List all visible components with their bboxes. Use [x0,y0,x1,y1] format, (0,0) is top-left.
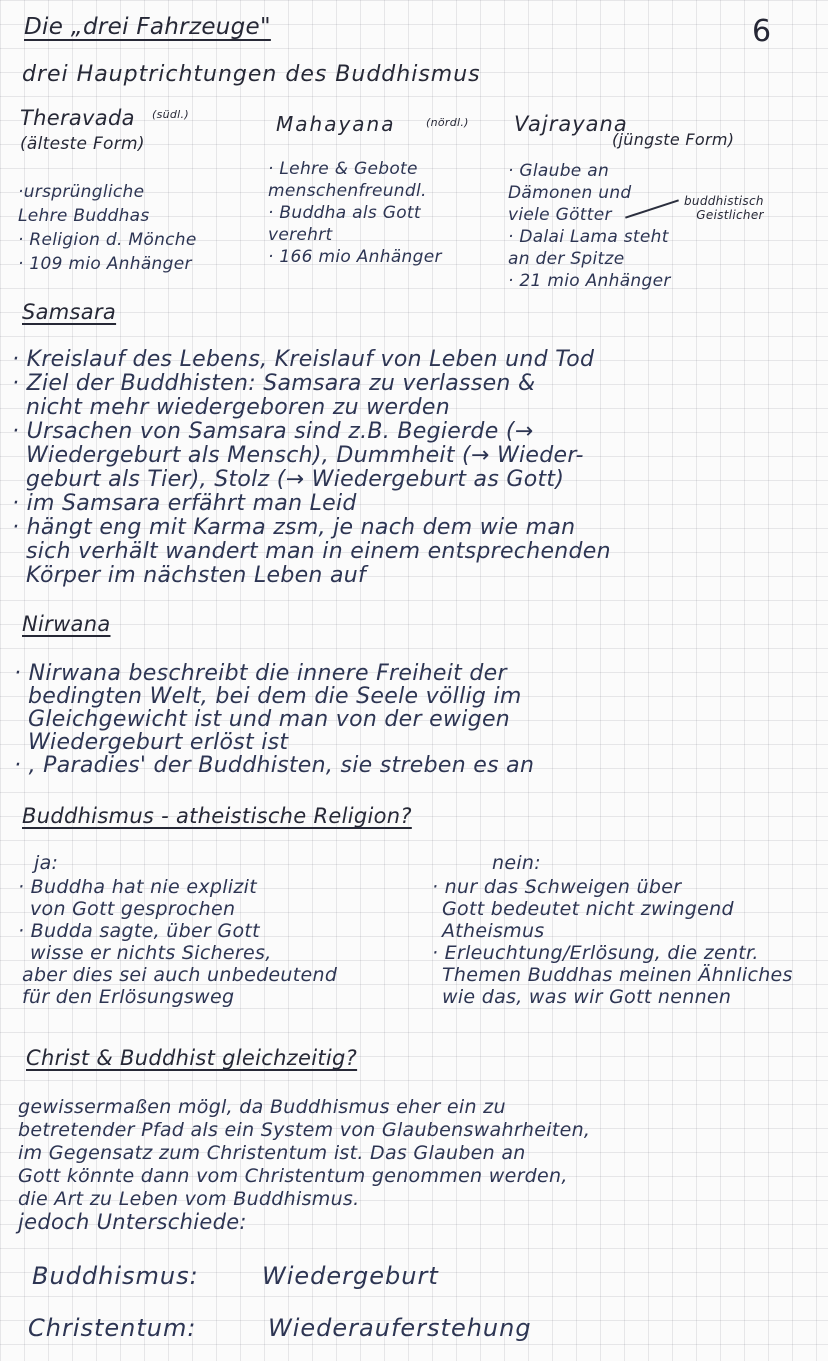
nirwana-heading: Nirwana [22,612,111,636]
vajrayana-item: Dämonen und [508,183,632,203]
samsara-line: · hängt eng mit Karma zsm, je nach dem wie man [12,515,576,540]
both-heading: Christ & Buddhist gleichzeitig? [26,1046,358,1070]
theravada-item: · 109 mio Anhänger [18,254,192,274]
vajrayana-list [508,160,671,292]
atheism-no-label: nein: [492,852,541,874]
atheism-no-list [432,876,793,1008]
nirwana-line: Wiedergeburt erlöst ist [28,730,289,755]
difference-christianity-label: Christentum: [28,1314,197,1342]
atheism-yes-label: ja: [34,852,59,874]
mahayana-item: menschenfreundl. [268,181,427,201]
atheism-heading: Buddhismus - atheistische Religion? [22,804,412,828]
no-line: wie das, was wir Gott nennen [442,986,732,1008]
vajrayana-item: · Dalai Lama steht [508,227,669,247]
samsara-text [12,348,611,588]
yes-line: wisse er nichts Sicheres, [30,942,272,964]
theravada-heading: Theravada [20,106,135,130]
page-number: 6 [752,14,772,49]
side-note-line: Geistlicher [696,208,764,222]
theravada-note: (südl.) [152,108,189,121]
both-line: betretender Pfad als ein System von Glaubenswahrheiten, [18,1119,591,1141]
samsara-line: · Ziel der Buddhisten: Samsara zu verlassen & [12,371,536,396]
yes-line: von Gott gesprochen [30,898,236,920]
no-line: Atheismus [442,920,545,942]
samsara-heading: Samsara [22,300,117,324]
samsara-line: · im Samsara erfährt man Leid [12,491,357,516]
both-line: im Gegensatz zum Christentum ist. Das Glauben an [18,1142,526,1164]
mahayana-item: · Buddha als Gott [268,203,421,223]
yes-line: · Buddha hat nie explizit [18,876,257,898]
nirwana-line: Gleichgewicht ist und man von der ewigen [28,707,511,732]
atheism-yes-list [18,876,337,1008]
samsara-line: Wiedergeburt als Mensch), Dummheit (→ Wieder- [26,443,584,468]
vajrayana-item: · Glaube an [508,161,610,181]
mahayana-item: · Lehre & Gebote [268,159,418,179]
vajrayana-item: · 21 mio Anhänger [508,271,671,291]
nirwana-line: · , Paradies' der Buddhisten, sie streben es an [14,753,535,778]
yes-line: · Budda sagte, über Gott [18,920,260,942]
samsara-line: Körper im nächsten Leben auf [26,563,367,588]
theravada-item: ·ursprüngliche [18,182,145,202]
vajrayana-heading: Vajrayana [514,112,628,136]
nirwana-text [14,662,534,777]
mahayana-item: · 166 mio Anhänger [268,247,442,267]
yes-line: für den Erlösungsweg [22,986,235,1008]
theravada-item: Lehre Buddhas [18,206,150,226]
vajrayana-side-note [684,194,764,222]
samsara-line: geburt als Tier), Stolz (→ Wiedergeburt as Gott) [26,467,565,492]
no-line: · Erleuchtung/Erlösung, die zentr. [432,942,759,964]
page-title: Die „drei Fahrzeuge" [24,14,271,40]
both-line: gewissermaßen mögl, da Buddhismus eher ein zu [18,1096,506,1118]
no-line: Gott bedeutet nicht zwingend [442,898,734,920]
vajrayana-subheading: (jüngste Form) [612,130,735,149]
subtitle: drei Hauptrichtungen des Buddhismus [22,62,481,87]
no-line: Themen Buddhas meinen Ähnliches [442,964,793,986]
samsara-line: nicht mehr wiedergeboren zu werden [26,395,450,420]
samsara-line: · Ursachen von Samsara sind z.B. Begierde (→ [12,419,534,444]
samsara-line: sich verhält wandert man in einem entsprechenden [26,539,611,564]
theravada-item: · Religion d. Mönche [18,230,197,250]
no-line: · nur das Schweigen über [432,876,682,898]
yes-line: aber dies sei auch unbedeutend [22,964,338,986]
both-line: jedoch Unterschiede: [18,1210,247,1234]
both-line: Gott könnte dann vom Christentum genommen werden, [18,1165,568,1187]
theravada-subheading: (älteste Form) [20,134,145,154]
difference-christianity-value: Wiederauferstehung [268,1314,532,1342]
mahayana-list [268,158,442,268]
both-text [18,1096,590,1234]
difference-buddhism-value: Wiedergeburt [262,1262,439,1290]
samsara-line: · Kreislauf des Lebens, Kreislauf von Leben und Tod [12,347,595,372]
mahayana-item: verehrt [268,225,333,245]
mahayana-heading: Mahayana [276,112,396,136]
vajrayana-item: viele Götter [508,205,612,225]
nirwana-line: · Nirwana beschreibt die innere Freiheit der [14,661,507,686]
side-note-line: buddhistisch [684,194,764,208]
vajrayana-item: an der Spitze [508,249,625,269]
theravada-list [18,180,197,276]
mahayana-note: (nördl.) [426,116,469,129]
both-line: die Art zu Leben vom Buddhismus. [18,1188,360,1210]
difference-buddhism-label: Buddhismus: [32,1262,199,1290]
nirwana-line: bedingten Welt, bei dem die Seele völlig im [28,684,522,709]
